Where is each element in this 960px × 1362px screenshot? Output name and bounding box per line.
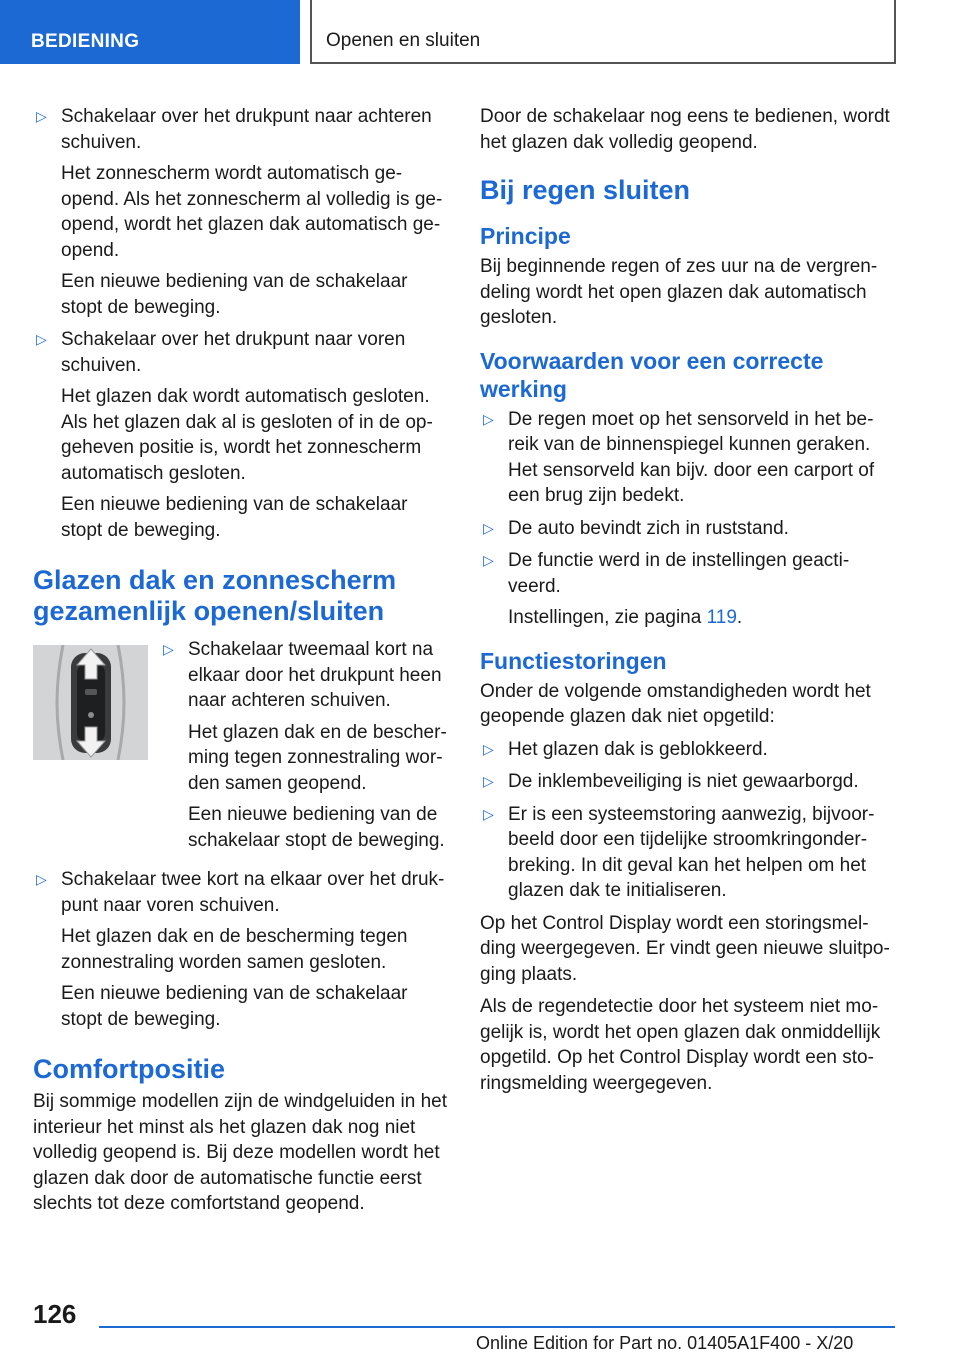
- list-item: [33, 867, 453, 1032]
- triangle-bullet-icon: ▷: [36, 108, 47, 124]
- settings-page-link[interactable]: 119: [706, 607, 737, 628]
- bullet-subtext: Het glazen dak wordt automatisch gesloten. Als het glazen dak al is gesloten of in de opgeheven positie is, wordt het zonnescherm automatisch gesloten.: [61, 386, 433, 484]
- bullet-text: Schakelaar over het drukpunt naar voren schuiven.: [61, 329, 406, 376]
- settings-suffix: .: [736, 607, 743, 628]
- faults-intro: Onder de volgende omstandigheden wordt het geopende glazen dak niet opgetild:: [480, 680, 871, 727]
- bullet-text: De functie werd in de instellingen geactiveerd.: [508, 550, 850, 597]
- header-chapter-title: Openen en sluiten: [310, 0, 896, 64]
- list-item: [480, 769, 895, 795]
- bullet-text: Schakelaar over het drukpunt naar achteren schuiven.: [61, 106, 432, 153]
- bullet-text: Er is een systeemstoring aanwezig, bijvoorbeeld door een tijdelijke stroomkringonderbreking. In dit geval kan het helpen om het glazen dak te initialiseren.: [508, 803, 875, 901]
- heading-faults: Functiestoringen: [480, 647, 667, 674]
- triangle-bullet-icon: ▷: [36, 331, 47, 347]
- triangle-bullet-icon: ▷: [36, 871, 47, 887]
- left-column: [33, 104, 453, 1224]
- bullet-subtext: Een nieuwe bediening van de schakelaar stopt de beweging.: [61, 271, 408, 318]
- bullet-text: De inklembeveiliging is niet gewaarborgd.: [508, 771, 859, 792]
- bullet-subtext: Een nieuwe bediening van de schakelaar stopt de beweging.: [188, 804, 445, 851]
- triangle-bullet-icon: ▷: [483, 773, 494, 789]
- bullet-text: De auto bevindt zich in ruststand.: [508, 517, 789, 539]
- bullet-subtext: Het glazen dak en de bescherming tegen zonnestraling worden samen gesloten.: [61, 926, 408, 973]
- heading-rain: Bij regen sluiten: [480, 175, 691, 205]
- list-item: [480, 407, 895, 509]
- intro-paragraph: Door de schakelaar nog eens te bedienen, wordt het glazen dak volledig geopend.: [480, 106, 890, 153]
- footer-divider: [99, 1326, 895, 1328]
- bullet-text: Schakelaar twee kort na elkaar over het drukpunt naar voren schuiven.: [61, 869, 445, 916]
- page-number: 126: [33, 1299, 77, 1329]
- list-item: [33, 104, 453, 320]
- triangle-bullet-icon: ▷: [483, 740, 494, 757]
- footer-edition: Online Edition for Part no. 01405A1F400 - X/20: [476, 1333, 854, 1353]
- bullet-subtext: Een nieuwe bediening van de schakelaar stopt de beweging.: [61, 494, 408, 541]
- bullet-subtext: Een nieuwe bediening van de schakelaar stopt de beweging.: [61, 983, 408, 1030]
- list-item: [160, 637, 453, 853]
- triangle-bullet-icon: ▷: [483, 805, 494, 822]
- heading-principle: Principe: [480, 223, 571, 249]
- triangle-bullet-icon: ▷: [483, 552, 494, 568]
- heading-conditions: Voorwaarden voor een correcte werking: [480, 347, 824, 402]
- triangle-bullet-icon: ▷: [483, 519, 494, 536]
- list-item: [480, 802, 895, 904]
- faults-paragraph: Als de regendetectie door het systeem niet mogelijk is, wordt het open glazen dak onmiddellijk opgetild. Op het Control Display wordt een storingsmelding weergegeven.: [480, 996, 881, 1094]
- list-item: [33, 327, 453, 543]
- heading-comfort: Comfortpositie: [33, 1054, 225, 1084]
- bullet-subtext: Het zonnescherm wordt automatisch geopend. Als het zonnescherm al volledig is geopend, wordt het glazen dak automatisch geopend.: [61, 163, 443, 261]
- principle-paragraph: Bij beginnende regen of zes uur na de vergrendeling wordt het open glazen dak automatisch gesloten.: [480, 256, 878, 328]
- faults-paragraph: Op het Control Display wordt een storingsmelding weergegeven. Er vindt geen nieuwe sluitpoging plaats.: [480, 912, 890, 985]
- list-item: [480, 548, 895, 631]
- right-column: [480, 104, 895, 1103]
- bullet-text: Het glazen dak is geblokkeerd.: [508, 738, 768, 760]
- settings-prefix: Instellingen, zie pagina: [508, 607, 707, 628]
- roof-switch-figure: [33, 645, 148, 760]
- bullet-subtext: Het glazen dak en de bescherming tegen zonnestraling worden samen geopend.: [188, 721, 447, 794]
- comfort-paragraph: Bij sommige modellen zijn de windgeluiden in het interieur het minst als het glazen dak nog niet volledig geopend is. Bij deze modellen wordt het glazen dak door de automatische functie eerst slechts tot deze comfortstand geopend.: [33, 1091, 448, 1214]
- heading-together: Glazen dak en zonnescherm gezamenlijk openen/sluiten: [33, 565, 397, 626]
- triangle-bullet-icon: ▷: [483, 410, 494, 427]
- figure-row: [33, 637, 453, 853]
- settings-reference: [508, 605, 895, 631]
- roof-switch-illustration: [33, 645, 148, 760]
- bullet-text: De regen moet op het sensorveld in het bereik van de binnenspiegel kunnen geraken. Het sensorveld kan bijv. door een carport of een brug zijn bedekt.: [508, 408, 875, 506]
- triangle-bullet-icon: ▷: [163, 641, 174, 657]
- bullet-text: Schakelaar tweemaal kort na elkaar door het drukpunt heen naar achteren schuiven.: [188, 639, 442, 711]
- list-item: [480, 737, 895, 763]
- header-section-tab: BEDIENING: [0, 0, 300, 64]
- list-item: [480, 516, 895, 542]
